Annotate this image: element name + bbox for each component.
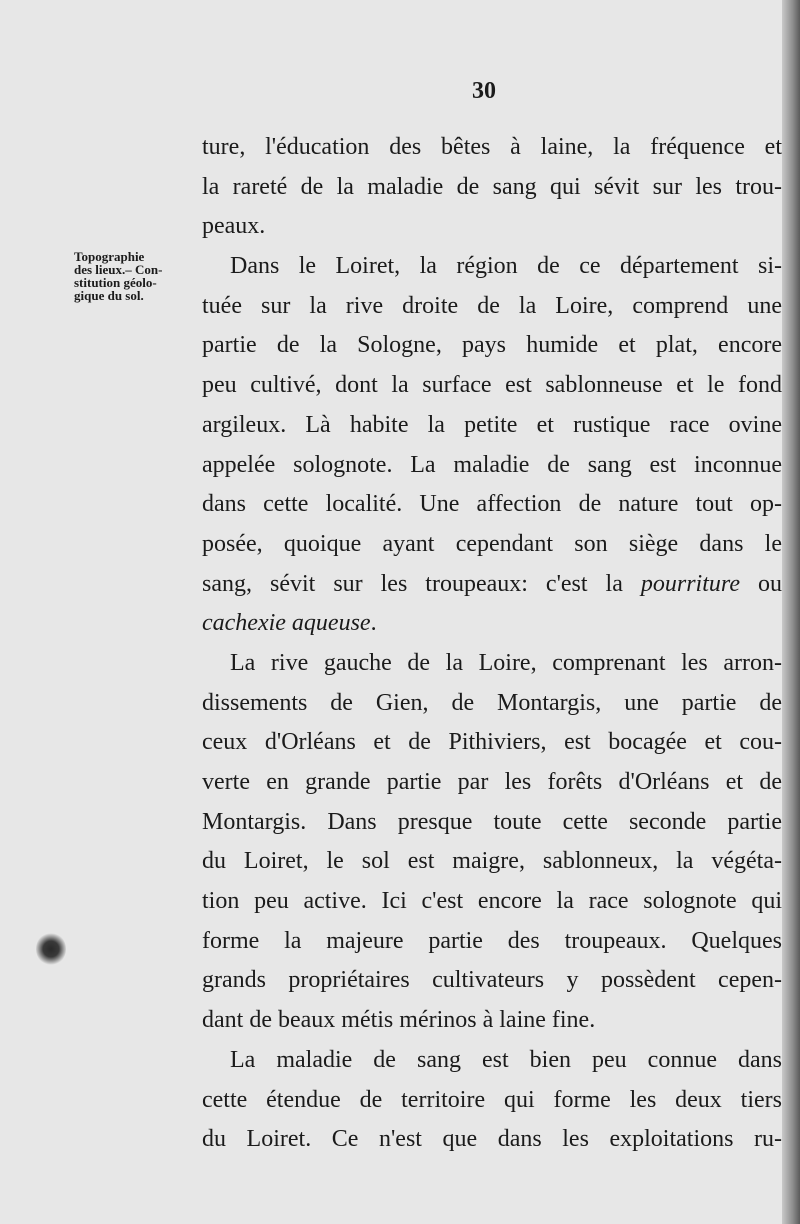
text-line-content: cette étendue de territoire qui forme les deux tiers xyxy=(202,1086,782,1113)
text-line-content: ture, l'éducation des bêtes à laine, la fréquence et xyxy=(202,134,782,160)
text-line xyxy=(202,287,782,327)
text-line-content: tion peu active. Ici c'est encore la race solognote qui xyxy=(202,888,782,915)
text-line xyxy=(202,565,782,605)
text-line xyxy=(202,485,782,525)
text-line xyxy=(202,168,782,208)
text-line-content: dissements de Gien, de Montargis, une partie de xyxy=(202,689,782,716)
text-line xyxy=(202,1001,782,1041)
text-line-content: ceux d'Orléans et de Pithiviers, est bocagée et cou- xyxy=(202,729,782,756)
text-line-content: tuée sur la rive droite de la Loire, comprend une xyxy=(202,292,782,319)
text-line xyxy=(202,763,782,803)
text-line-content: appelée solognote. La maladie de sang est inconnue xyxy=(202,451,782,478)
text-line xyxy=(202,922,782,962)
text-line-content: La maladie de sang est bien peu connue dans xyxy=(230,1046,782,1073)
margin-note xyxy=(74,250,204,302)
page-number: 30 xyxy=(472,78,496,104)
text-line xyxy=(202,684,782,724)
text-line-content: partie de la Sologne, pays humide et plat, encore xyxy=(202,332,782,359)
text-line-content: Dans le Loiret, la région de ce département si- xyxy=(230,253,782,280)
text-line xyxy=(202,446,782,486)
margin-note-line: stitution géolo- xyxy=(74,275,157,290)
text-line xyxy=(202,1120,782,1160)
text-line-content: posée, quoique ayant cependant son siège dans le xyxy=(202,530,782,557)
body-text xyxy=(202,128,782,1160)
text-line-tail: . xyxy=(370,610,377,637)
text-line-content: peu cultivé, dont la surface est sablonneuse et le fond xyxy=(202,372,782,399)
text-line xyxy=(202,247,782,287)
text-line xyxy=(202,128,782,168)
text-line-content: Montargis. Dans presque toute cette seconde partie xyxy=(202,808,782,835)
text-line-content: dant de beaux métis mérinos à laine fine. xyxy=(202,1007,596,1034)
text-line xyxy=(202,723,782,763)
text-line-content: forme la majeure partie des troupeaux. Quelques xyxy=(202,927,782,954)
margin-note-line: Topographie xyxy=(74,249,145,264)
text-line-content: peaux. xyxy=(202,213,266,240)
text-line xyxy=(202,961,782,1001)
text-line xyxy=(202,604,782,644)
text-line xyxy=(202,882,782,922)
text-line-content: grands propriétaires cultivateurs y possèdent cepen- xyxy=(202,967,782,994)
text-line-content: verte en grande partie par les forêts d'Orléans et de xyxy=(202,769,782,795)
text-line-content: La rive gauche de la Loire, comprenant les arron- xyxy=(230,649,782,676)
text-line-tail: ou xyxy=(740,570,782,597)
text-line xyxy=(202,525,782,565)
text-line-content: argileux. Là habite la petite et rustique race ovine xyxy=(202,411,782,438)
text-line xyxy=(202,406,782,446)
text-line xyxy=(202,644,782,684)
margin-note-line: gique du sol. xyxy=(74,288,144,303)
italic-term: pourriture xyxy=(640,570,740,597)
text-line xyxy=(202,1081,782,1121)
italic-term: cachexie aqueuse xyxy=(202,610,371,637)
page-edge xyxy=(782,0,800,1224)
ink-blot xyxy=(36,932,66,966)
text-line xyxy=(202,366,782,406)
text-line-content: la rareté de la maladie de sang qui sévit sur les trou- xyxy=(202,173,782,200)
text-line xyxy=(202,207,782,247)
text-line-content: sang, sévit sur les troupeaux: c'est la xyxy=(202,570,641,597)
text-line xyxy=(202,803,782,843)
text-line xyxy=(202,842,782,882)
text-line-content: du Loiret. Ce n'est que dans les exploitations ru- xyxy=(202,1126,782,1153)
margin-note-line: des lieux.– Con- xyxy=(74,262,163,277)
text-line-content: dans cette localité. Une affection de nature tout op- xyxy=(202,491,782,518)
text-line xyxy=(202,1041,782,1081)
text-line xyxy=(202,326,782,366)
text-line-content: du Loiret, le sol est maigre, sablonneux, la végéta- xyxy=(202,848,782,875)
